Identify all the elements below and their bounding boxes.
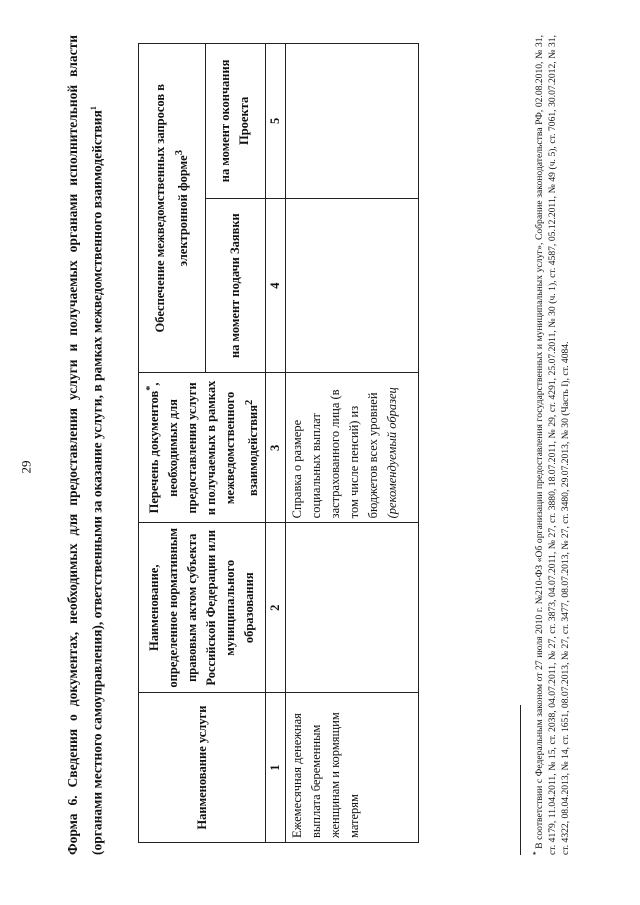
table-row xyxy=(286,44,419,843)
header-normative-name: Наименование, определенное нормативным правовым актом субъекта Российской Федерации или муниципального образования xyxy=(139,523,266,693)
header-electronic-group-note: 3 xyxy=(173,150,185,156)
header-at-submission: на момент подачи Заявки xyxy=(205,198,266,373)
column-number: 1 xyxy=(266,693,286,843)
column-number: 2 xyxy=(266,523,286,693)
table-header-row xyxy=(139,44,206,843)
cell-document-sample: (рекомендуемый образец xyxy=(385,387,400,519)
header-document-list-star: * xyxy=(145,385,156,391)
table-number-row xyxy=(266,44,286,843)
form-title xyxy=(62,35,108,855)
cell-name xyxy=(286,523,419,693)
header-electronic-group xyxy=(139,44,206,373)
header-service-name: Наименование услуги xyxy=(139,693,266,843)
page-number: 29 xyxy=(18,460,34,474)
column-number: 5 xyxy=(266,44,286,199)
form-title-text: Форма 6. Сведения о документах, необходимых для предоставления услуги и получаемых органами исполнительной власти (органами местного самоуправления), ответственными за оказание услуги, в рамках межведомственного взаимодействия xyxy=(65,35,105,855)
header-document-list-a: Перечень документов xyxy=(147,390,162,514)
header-document-list-note: 2 xyxy=(244,399,256,406)
cell-document xyxy=(286,373,419,523)
footnote-text: В соответствии с Федеральным законом от 27 июля 2010 г. №210-ФЗ «Об организации предоставления государственных и муниципальных услуг», Собрание законодательства РФ, 02.08.2010, № 31, ст. 4179, 11.04.2011, № 15, ст. 2038, 04.07.2011, № 27, ст. 3873, 04.07.2011, № 27, ст. 3880, 18.07.2011, № 29, ст. 4291, 25.07.2011, № 30 (ч. 1), ст. 4587, 05.12.2011, № 49 (ч. 5), ст. 7061, 30.07.2012, № 31, ст. 4322, 08.04.2013, № 14, ст. 1651, 08.07.2013, № 27, ст. 3477, 08.07.2013, № 27, ст. 3480, 29.07.2013, № 30 (Часть I), ст. 4084. xyxy=(534,35,572,855)
footnote-mark: * xyxy=(532,851,540,855)
cell-at-submission xyxy=(286,198,419,373)
footnote-divider xyxy=(520,705,521,855)
column-number: 3 xyxy=(266,373,286,523)
footnote xyxy=(530,35,572,855)
header-document-list xyxy=(139,373,266,523)
header-electronic-group-text: Обеспечение межведомственных запросов в электронной форме xyxy=(152,84,190,333)
cell-document-text: Справка о размере социальных выплат застрахованного лица (в том числе пенсий) из бюджетов всех уровней xyxy=(290,389,381,519)
cell-at-end xyxy=(286,44,419,199)
cell-service: Ежемесячная денежная выплата беременным женщинам и кормящим матерям xyxy=(286,693,419,843)
header-document-list-b: , необходимых для предоставления услуги и получаемых в рамках межведомственного взаимодействия xyxy=(147,380,261,516)
title-footnote-ref: 1 xyxy=(89,106,98,111)
header-at-end: на момент окончания Проекта xyxy=(205,44,266,199)
documents-table xyxy=(138,43,419,843)
column-number: 4 xyxy=(266,198,286,373)
